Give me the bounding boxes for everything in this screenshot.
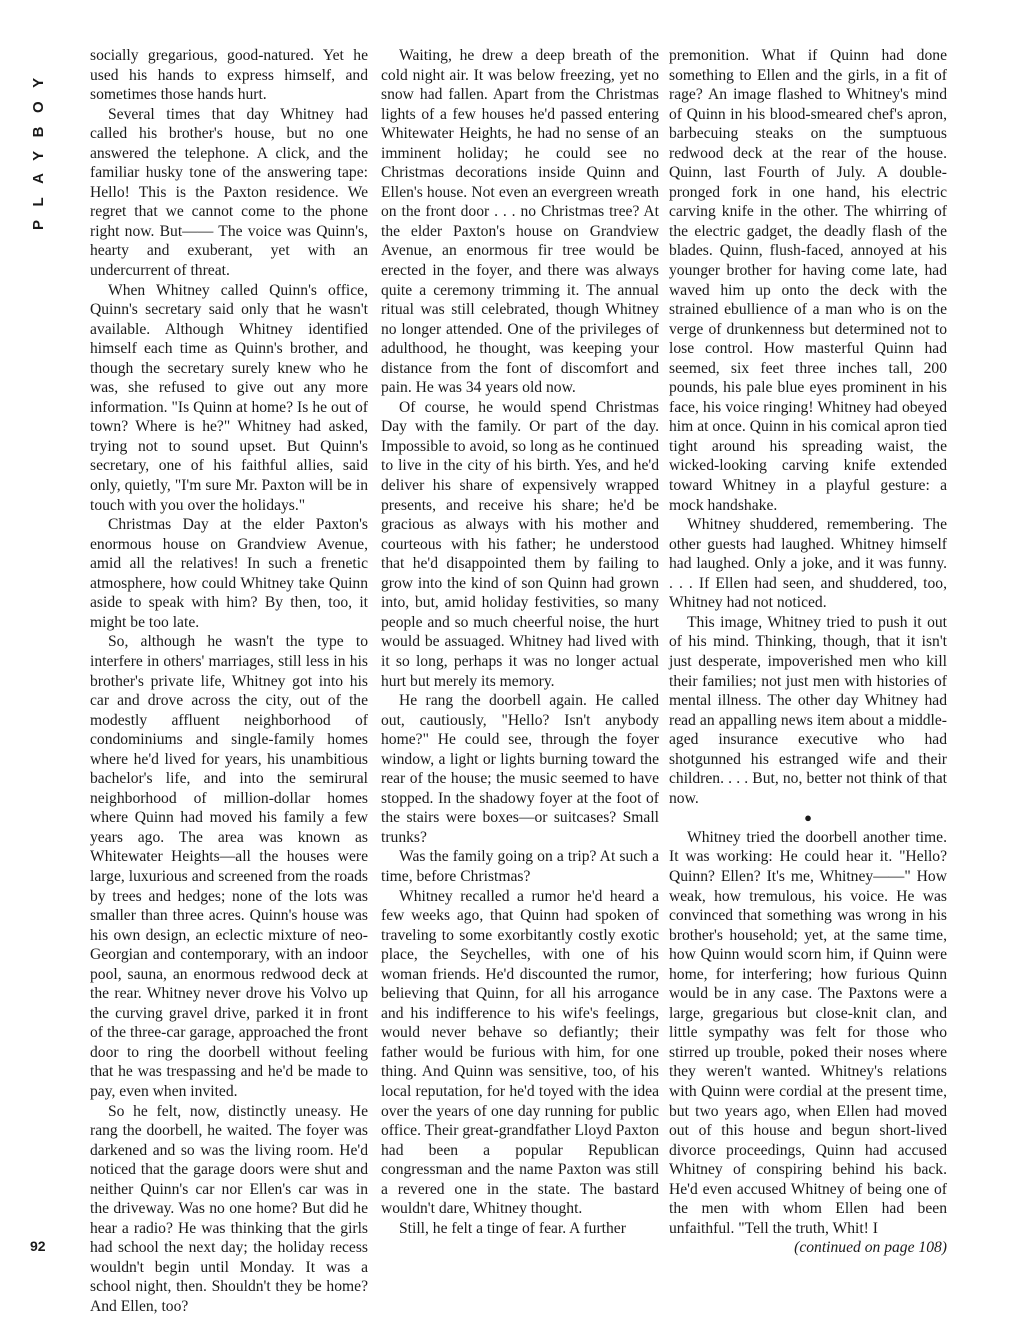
paragraph: Several times that day Whitney had called his brother's house, but no one answered the telephone. A click, and the familiar husky tone of the answering tape: Hello! This is the Paxton residence. We regret that we cannot come to the phone right now. But—— The voice was Quinn's, hearty and exuberant, yet with an undercurrent of threat. — [90, 105, 368, 280]
text-column-2 — [381, 46, 659, 1238]
text-column-3 — [669, 46, 947, 1258]
paragraph: Whitney recalled a rumor he'd heard a few weeks ago, that Quinn had spoken of traveling to some exorbitantly costly exotic place, the Seychelles, with one of his woman friends. He'd discounted the rumor, believing that Quinn, for all his arrogance and his indifference to his wife's feelings, would never behave so defiantly; their father would be furious with him, for one thing. And Quinn was sensitive, too, of his local reputation, for he'd toyed with the idea over the years of one day running for public office. Their great-grandfather Lloyd Paxton had been a popular Republican congressman and the name Paxton was still a revered one in the state. The bastard wouldn't dare, Whitney thought. — [381, 887, 659, 1218]
paragraph: When Whitney called Quinn's office, Quinn's secretary said only that he wasn't available. Although Whitney identified himself each time as Quinn's brother, and though the secretary surely knew who he was, she refused to give out any more information. "Is Quinn at home? Is he out of town? Where is he?" Whitney had asked, trying not to sound upset. But Quinn's secretary, one of his faithful allies, said only, quietly, "I'm sure Mr. Paxton will be in touch with you over the holidays." — [90, 281, 368, 514]
paragraph: This image, Whitney tried to push it out of his mind. Thinking, though, that it isn't just desperate, impoverished men who kill their families; not just men with histories of mental illness. The other day Whitney had read an appalling news item about a middle-aged insurance executive who had shotgunned his estranged wife and their children. . . . But, no, better not think of that now. — [669, 613, 947, 807]
paragraph: Whitney shuddered, remembering. The other guests had laughed. Whitney himself had laughed. Only a joke, and it was funny. . . . If Ellen had seen, and shuddered, too, Whitney had not noticed. — [669, 516, 947, 612]
paragraph: So, although he wasn't the type to interfere in others' marriages, still less in his brother's private life, Whitney got into his car and drove across the city, out of the modestly affluent neighborhood of condominiums and single-family homes where he'd lived for years, his unambitious bachelor's life, and into the semirural neighborhood of million-dollar homes where Quinn had moved his family a few years ago. The area was known as Whitewater Heights—all the houses were large, luxurious and screened from the roads by trees and hedges; none of the lots was smaller than three acres. Quinn's house was his own design, an eclectic mixture of neo-Georgian and contemporary, with an indoor pool, sauna, an enormous redwood deck at the rear. Whitney never drove his Volvo up the curving gravel drive, parked it in front of the three-car garage, approached the front door to ring the doorbell without feeling that he was trespassing and he'd be made to pay, even when invited. — [90, 633, 368, 1100]
magazine-name-vertical — [24, 40, 54, 230]
paragraph: Whitney tried the doorbell another time. It was working: He could hear it. "Hello? Quinn? Ellen? It's me, Whitney——" How weak, how tremulous, his voice. He was convinced that something was wrong in his brother's household; yet, at the same time, how Quinn would scorn him, if Quinn were home, for interfering; how furious Quinn would be in any case. The Paxtons were a large, gregarious but close-knit clan, and little sympathy was felt for those who stirred up trouble, poked their noses where they weren't wanted. Whitney's relations with Quinn were cordial at the present time, but two years ago, when Ellen had moved out of this house and begun short-lived divorce proceedings, Quinn had accused Whitney of conspiring behind his back. He'd even accused Whitney of being one of the men with whom Ellen had been unfaithful. "Tell the truth, Whit! I — [669, 828, 947, 1237]
paragraph: Still, he felt a tinge of fear. A further — [399, 1219, 626, 1237]
paragraph: socially gregarious, good-natured. Yet he used his hands to express himself, and sometimes those hands hurt. — [90, 47, 368, 104]
paragraph: He rang the doorbell again. He called out, cautiously, "Hello? Isn't anybody home?" He could see, through the foyer window, a light or lights burning toward the rear of the house; the music seemed to have stopped. In the shadowy foyer at the foot of the stairs were boxes—or suitcases? Small trunks? — [381, 692, 659, 846]
paragraph: So he felt, now, distinctly uneasy. He rang the doorbell, he waited. The foyer was darkened and so was the living room. He'd noticed that the garage doors were shut and neither Quinn's car nor Ellen's car was in the driveway. Was no one home? But did he hear a radio? He was thinking that the girls had school the next day; the holiday recess wouldn't begin until Monday. It was a school night, then. Shouldn't they be home? And Ellen, too? — [90, 1102, 368, 1315]
page-number: 92 — [30, 1238, 46, 1254]
text-column-1 — [90, 46, 368, 1317]
magazine-name: PLAYBOY — [30, 64, 47, 230]
paragraph: premonition. What if Quinn had done something to Ellen and the girls, in a fit of rage? An image flashed to Whitney's mind of Quinn in his blood-smeared chef's apron, barbecuing steaks on the sumptuous redwood deck at the rear of the house. Quinn, last Fourth of July. A double-pronged fork in one hand, his electric carving knife in the other. The whirring of the electric gadget, the deadly flash of the blades. Quinn, flush-faced, annoyed at his younger brother for having come late, had waved him up onto the deck with the strained ebullience of a man who is on the verge of drunkenness but determined not to lose control. How masterful Quinn had seemed, six feet three inches tall, 200 pounds, his pale blue eyes prominent in his face, his voice ringing! Whitney had obeyed him at once. Quinn in his comical apron tied tight around his spreading waist, the wicked-looking carving knife extended toward Whitney in a playful gesture: a mock handshake. — [669, 47, 947, 514]
section-break-bullet-icon: ● — [804, 810, 812, 826]
continued-note: (continued on page 108) — [794, 1239, 947, 1257]
paragraph: Of course, he would spend Christmas Day with the family. Or part of the day. Impossible to avoid, so long as he continued to live in the city of his birth. Yes, and he'd deliver his share of expensively wrapped presents, and receive his share; he'd be gracious as always with his mother and courteous with his father; he understood that he'd disappointed them by failing to grow into the kind of son Quinn had grown into, but, amid holiday festivities, so many people and so much cheerful noise, the hurt would be assuaged. Whitney had lived with it so long, perhaps it was no longer actual hurt but merely its memory. — [381, 398, 659, 690]
paragraph: Waiting, he drew a deep breath of the cold night air. It was below freezing, yet no snow had fallen. Apart from the Christmas lights of a few houses he'd passed entering Whitewater Heights, he had no sense of an imminent holiday; he could see no Christmas decorations inside Quinn and Ellen's house. Not even an evergreen wreath on the front door . . . no Christmas tree? At the elder Paxton's house on Grandview Avenue, an enormous fir tree would be erected in the foyer, and there was always quite a ceremony trimming it. The annual ritual was still celebrated, though Whitney no longer attended. One of the privileges of adulthood, he thought, was keeping your distance from the font of discomfort and pain. He was 34 years old now. — [381, 47, 659, 397]
paragraph: Was the family going on a trip? At such a time, before Christmas? — [381, 848, 659, 885]
paragraph: Christmas Day at the elder Paxton's enormous house on Grandview Avenue, amid all the relatives! In such a frenetic atmosphere, how could Whitney take Quinn aside to speak with him? By then, too, it might be too late. — [90, 516, 368, 631]
